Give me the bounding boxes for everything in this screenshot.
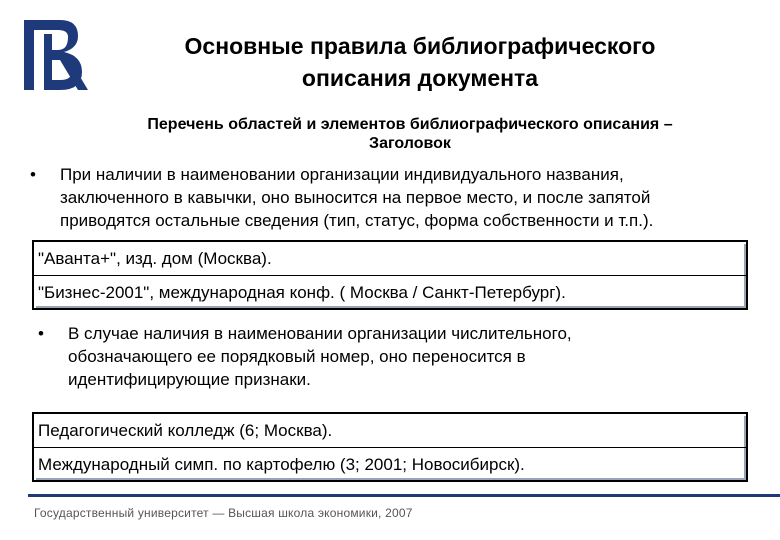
bullet-line: идентифицирующие признаки. <box>68 370 311 389</box>
bullet-line: обозначающего ее порядковый номер, оно переносится в <box>68 347 526 366</box>
footer-text: Государственный университет — Высшая школа экономики, 2007 <box>34 506 413 520</box>
bullet-line: В случае наличия в наименовании организации числительного, <box>68 324 572 343</box>
hse-logo-icon <box>20 14 92 94</box>
example-table-quoted <box>32 240 748 310</box>
example-row: "Аванта+", изд. дом (Москва). <box>38 249 272 268</box>
example-row: Педагогический колледж (6; Москва). <box>38 421 333 440</box>
bullet-line: При наличии в наименовании организации индивидуального названия, <box>60 165 624 184</box>
title-line-1: Основные правила библиографического <box>184 33 656 59</box>
bullet-marker: • <box>38 324 44 343</box>
bullet-line: заключенного в кавычки, оно выносится на первое место, и после запятой <box>60 188 651 207</box>
page-title <box>100 30 740 94</box>
bullet-marker: • <box>30 165 36 184</box>
bullet-line: приводятся остальные сведения (тип, статус, форма собственности и т.п.). <box>60 211 654 230</box>
bullet-rule-quoted-name <box>30 163 750 232</box>
subtitle-line-2: Заголовок <box>369 135 451 152</box>
footer-divider <box>28 494 780 497</box>
section-subtitle <box>60 115 760 153</box>
bullet-rule-numeral <box>38 322 738 391</box>
subtitle-line-1: Перечень областей и элементов библиографического описания – <box>147 116 673 133</box>
example-row: Международный симп. по картофелю (3; 2001; Новосибирск). <box>34 447 746 480</box>
example-table-numeral <box>32 412 748 482</box>
example-row: "Бизнес-2001", международная конф. ( Москва / Санкт-Петербург). <box>34 275 746 308</box>
title-line-2: описания документа <box>301 65 539 91</box>
